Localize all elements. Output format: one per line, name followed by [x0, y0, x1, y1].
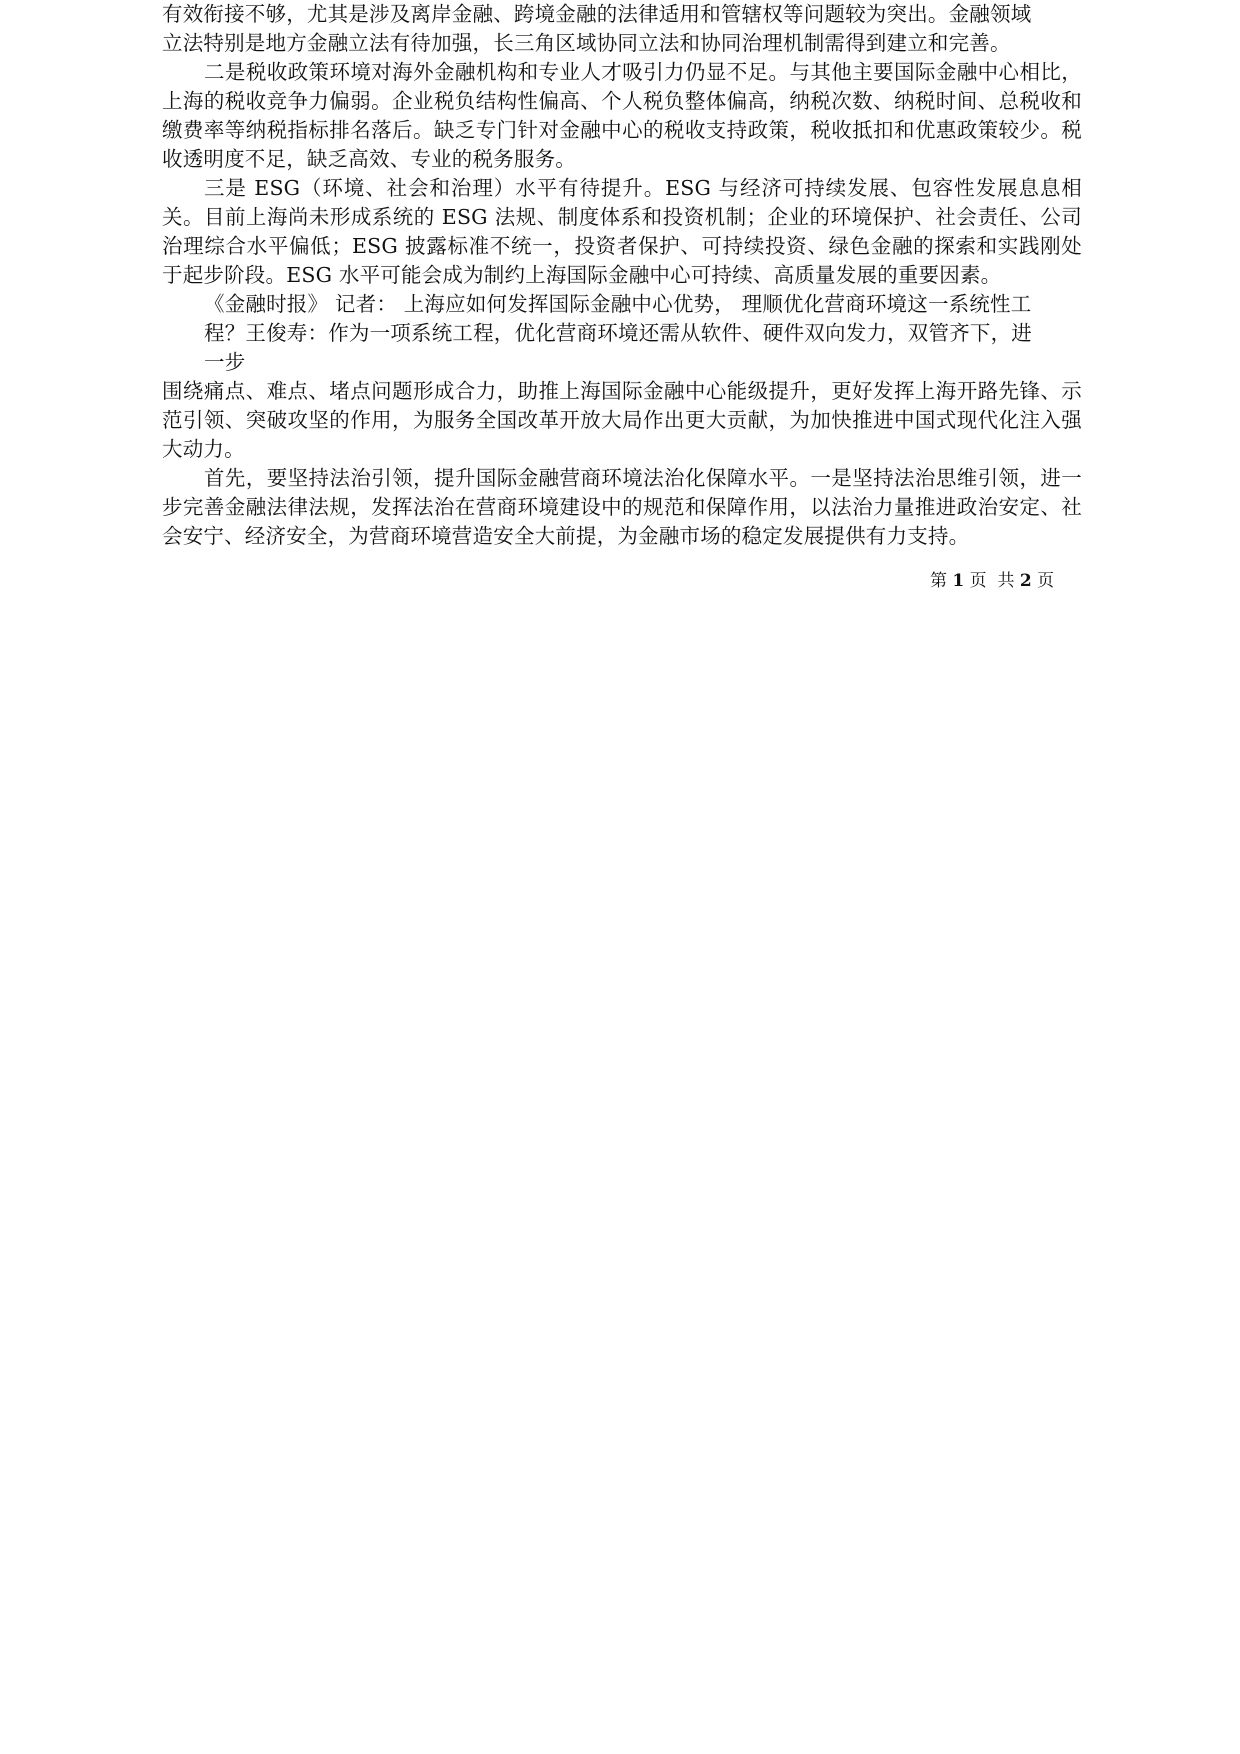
paragraph-rule-of-law: 首先，要坚持法治引领，提升国际金融营商环境法治化保障水平。一是坚持法治思维引领，进一步完善金融法律法规，发挥法治在营商环境建设中的规范和保障作用，以法治力量推进政治安定、社会安宁、经济安全，为营商环境营造安全大前提，为金融市场的稳定发展提供有力支持。: [162, 466, 1082, 548]
footer-middle: 页 共: [964, 571, 1020, 591]
footer-suffix: 页: [1031, 571, 1055, 591]
paragraph-line: 立法特别是地方金融立法有待加强，长三角区域协同立法和协同治理机制需得到建立和完善。: [162, 31, 1011, 55]
interview-answer-line: 一步: [204, 350, 246, 374]
interview-question-line: 《金融时报》 记者： 上海应如何发挥国际金融中心优势， 理顺优化营商环境这一系统性工: [204, 292, 1032, 316]
paragraph-tax-policy: 二是税收政策环境对海外金融机构和专业人才吸引力仍显不足。与其他主要国际金融中心相比，上海的税收竞争力偏弱。企业税负结构性偏高、个人税负整体偏高，纳税次数、纳税时间、总税收和缴费率等纳税指标排名落后。缺乏专门针对金融中心的税收支持政策，税收抵扣和优惠政策较少。税收透明度不足，缺乏高效、专业的税务服务。: [162, 60, 1082, 171]
page-total: 2: [1019, 571, 1032, 591]
footer-prefix: 第: [930, 571, 953, 591]
paragraph-esg: 三是 ESG（环境、社会和治理）水平有待提升。ESG 与经济可持续发展、包容性发展息息相关。目前上海尚未形成系统的 ESG 法规、制度体系和投资机制；企业的环境保护、社会责任、公司治理综合水平偏低；ESG 披露标准不统一，投资者保护、可持续投资、绿色金融的探索和实践刚处于起步阶段。ESG 水平可能会成为制约上海国际金融中心可持续、高质量发展的重要因素。: [162, 176, 1082, 287]
interview-answer-line: 程？王俊寿：作为一项系统工程，优化营商环境还需从软件、硬件双向发力，双管齐下，进: [204, 321, 1032, 345]
paragraph-continuation: 围绕痛点、难点、堵点问题形成合力，助推上海国际金融中心能级提升，更好发挥上海开路先锋、示范引领、突破攻坚的作用，为服务全国改革开放大局作出更大贡献，为加快推进中国式现代化注入强大动力。: [162, 379, 1082, 461]
page-number: 1: [952, 571, 965, 591]
page-footer: [930, 570, 1054, 592]
document-body: [162, 0, 1082, 551]
paragraph-line: 有效衔接不够，尤其是涉及离岸金融、跨境金融的法律适用和管辖权等问题较为突出。金融领域: [162, 2, 1032, 26]
